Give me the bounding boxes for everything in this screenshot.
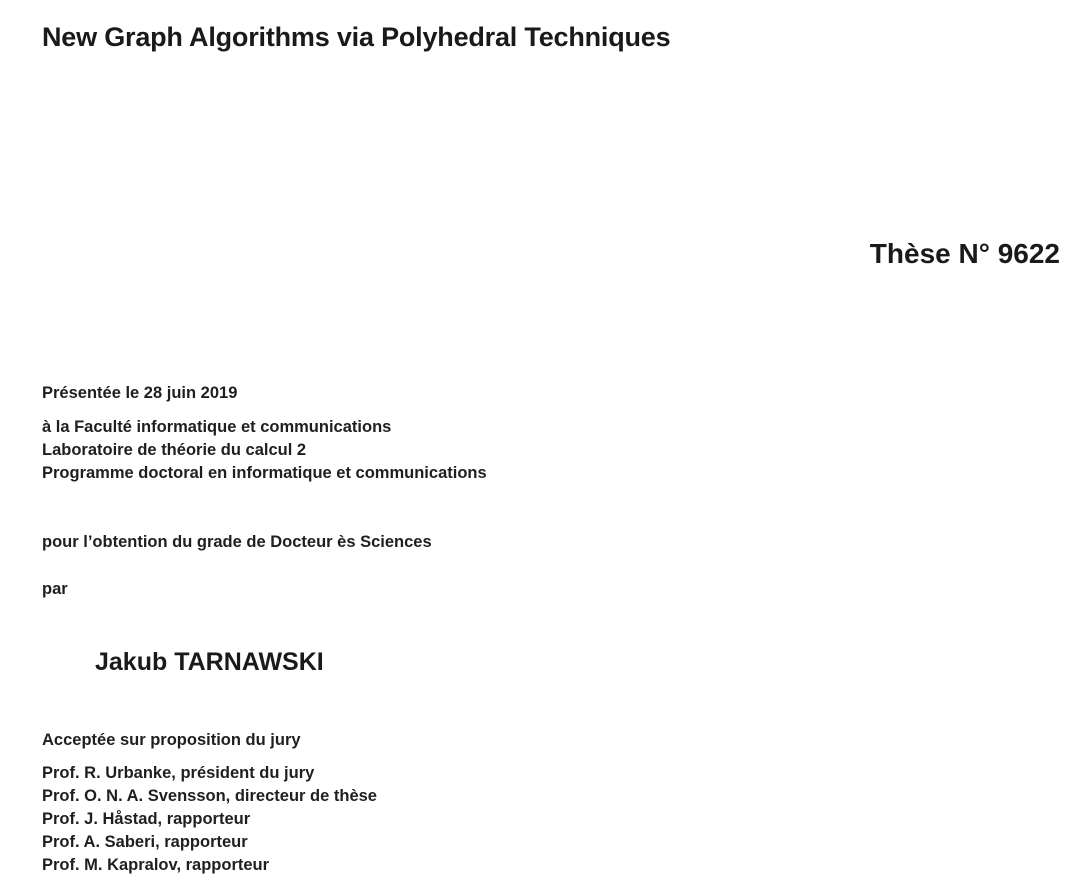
doctoral-program-line: Programme doctoral en informatique et communications xyxy=(42,464,487,482)
jury-member: Prof. J. Håstad, rapporteur xyxy=(42,810,251,828)
presentation-date: Présentée le 28 juin 2019 xyxy=(42,384,238,402)
jury-list xyxy=(42,762,377,877)
jury-member: Prof. R. Urbanke, président du jury xyxy=(42,764,315,782)
faculty-line: à la Faculté informatique et communications xyxy=(42,418,392,436)
author-name: Jakub TARNAWSKI xyxy=(95,648,324,676)
degree-text: pour l’obtention du grade de Docteur ès Sciences xyxy=(42,533,432,551)
thesis-title: New Graph Algorithms via Polyhedral Techniques xyxy=(42,22,671,52)
faculty-block xyxy=(42,416,487,485)
thesis-number: Thèse N° 9622 xyxy=(869,238,1060,269)
jury-member: Prof. M. Kapralov, rapporteur xyxy=(42,856,270,874)
jury-member: Prof. O. N. A. Svensson, directeur de thèse xyxy=(42,787,377,805)
laboratory-line: Laboratoire de théorie du calcul 2 xyxy=(42,441,307,459)
jury-member: Prof. A. Saberi, rapporteur xyxy=(42,833,248,851)
by-text: par xyxy=(42,580,68,598)
jury-heading: Acceptée sur proposition du jury xyxy=(42,731,301,749)
